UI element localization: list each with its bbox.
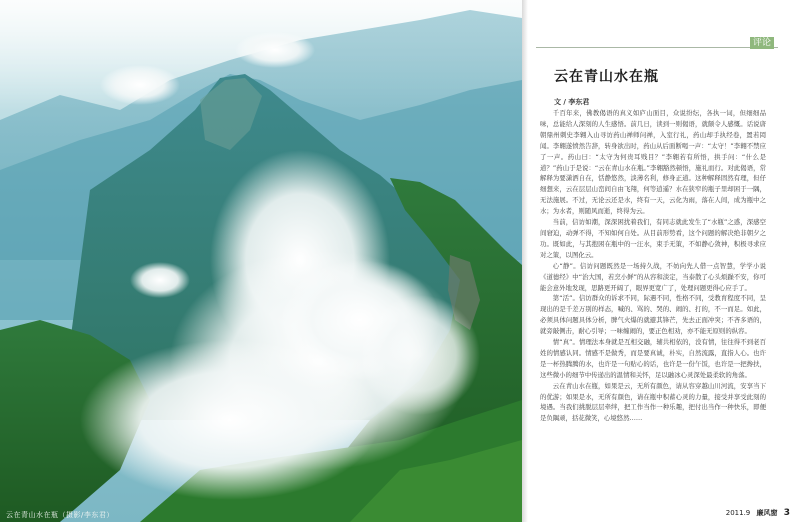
magazine-name: 廉风窗 (756, 509, 778, 517)
issue-date: 2011.9 (725, 509, 751, 517)
article-author: 文 / 李东君 (554, 98, 590, 106)
page-number: 3 (783, 508, 790, 518)
paragraph: 云在青山水在瓶，如果是云，无所有颜色，请从容穿越山川河流，安享当下的优游；如果是水，无所有颜色，请在瓶中积蓄心灵的力量，接受并享受此刻的境遇。当我们挑脱层层牵绊，把工作当作一种乐趣，把付出当作一种快乐，即便是负隅顽，括花微笑，心境悠然…… (540, 381, 766, 423)
header-rule (536, 47, 778, 48)
article-title: 云在青山水在瓶 (554, 69, 659, 85)
paragraph: 心“静”。信访问题既然是一场持久战，不妨向先人借一点智慧，学学小说《道德经》中“治大国，若烹小鲜”的从容和淡定，当泰散了心头烦躁不安，你可能会意外地发现，思路更开阔了，眼界更宽广了，处理问题更得心应手了。 (540, 261, 766, 292)
section-tag: 评论 (750, 37, 774, 49)
paragraph: 千百年来，佛教偈语的真义如庐山面目，众说纷纭，各执一词，但细细品味，总能给人深刻的人生感悟。前几日，读到一则偈语，就颇令人感慨。话说唐朝鼎州刺史李翱入山寻访药山禅师问禅，入室行礼，药山却手执经卷，置若罔闻。李翱遂愤然告辞，转身欲出时，药山从后面断喝一声：“太守！”李翱不禁应了一声。药山曰：“太守为何贵耳贱目？”李翱若有所悟，拱手问：“什么是道？”药山于是说：“云在青山水在瓶。”李翱豁然顿悟，施礼而行。对此偈语，常解释为要潇洒自在，恬静悠然，淡薄名利，修身正道。这种解释固然有理，但仔细想来，云在层层山峦间自由飞翔，何等逍遥？水在狭窄的瓶子里却困于一隅，无法施展。不过，无论云还是水，终有一天，云化为雨，落在人间，成为瓶中之水；为水者，则随风而逝，终得为云。 (540, 109, 766, 216)
article-body (540, 108, 766, 424)
photo-caption: 云在青山水在瓶（摄影/李东君） (6, 511, 114, 519)
paragraph: 第“活”。信访群众的诉求不同，际遇不同，性格不同，受教育程度不同，呈现出的是千差万别的样态，喊的、骂的、哭的、闹的、打的，不一而足。如此，必须具体问题具体分析，脾气火爆的就避其锋芒，先去正面冲突；不吝多语的，就旁敲侧击，耐心引导；一味缠闹的，要正色相劝，亦不能无原则的纵容。 (540, 294, 766, 336)
paragraph: 当前，信访如潮，深深困扰着我们，有同志就此发生了“水瓶”之惑，深感空间窘迫，动弹不得，不知如何自处。从目前形势看，这个问题的解决绝非朝夕之功。既如此，与其抱困在瓶中的一汪水，束手无策，不如静心敛神，积极寻求应对之策，以图化云。 (540, 218, 766, 259)
paragraph: 情“真”。情理法本身就是互相交融，辅共相依的，没有情，往往得不到老百姓的情感认同。情感不是做秀，而是要真诚，朴实，自然流露，直指人心。也许是一杯热腾腾的水，也许是一句贴心的话，也许是一份午饭，也许是一把搀扶，这些微小的细节中传递出的温情和关怀，足以融冰心灵深处最柔软的角落。 (540, 338, 766, 379)
page-footer (726, 508, 790, 518)
